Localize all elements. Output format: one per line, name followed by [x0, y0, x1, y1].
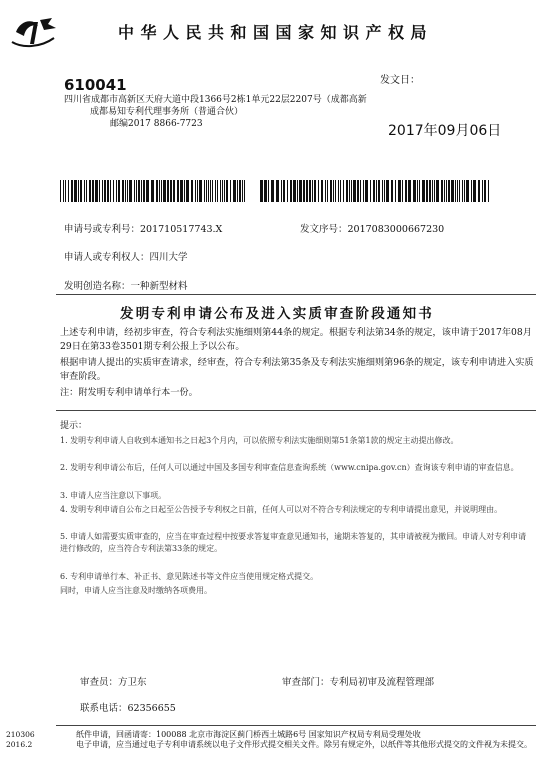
divider-footer [56, 725, 536, 726]
examiner-name: 审查员：方卫东 [80, 677, 147, 688]
notice-title: 发明专利申请公布及进入实质审查阶段通知书 [120, 306, 434, 322]
note-7: 同时，申请人应当注意及时缴纳各项费用。 [60, 586, 212, 595]
notice-paragraph-1: 上述专利申请，经初步审查，符合专利法实施细则第44条的规定。根据专利法第34条的规定，该申请于2017年08月29日在第33卷3501期专利公报上予以公布。 [60, 327, 532, 352]
document-serial-number: 发文序号：2017083000667230 [300, 224, 445, 235]
recipient-address-line3: 邮编2017 8866-7723 [110, 119, 203, 129]
recipient-address-line2: 成都易知专利代理事务所（普通合伙） [90, 107, 244, 117]
note-4: 4. 发明专利申请自公布之日起至公告授予专利权之日前，任何人可以对不符合专利法规定的专利申请提出意见，并说明理由。 [60, 505, 503, 514]
form-version: 2016.2 [6, 740, 33, 749]
cnipa-logo [10, 14, 58, 50]
contact-phone: 联系电话：62356655 [80, 703, 176, 714]
note-3: 3. 申请人应当注意以下事项。 [60, 491, 167, 500]
invention-name: 发明创造名称：一种新型材料 [64, 281, 188, 292]
office-name: 中华人民共和国国家知识产权局 [118, 23, 434, 42]
notice-paragraph-2: 根据申请人提出的实质审查请求，经审查，符合专利法第35条及专利法实施细则第96条的规定，该专利申请进入实质审查阶段。 [60, 357, 534, 382]
note-6: 6. 专利申请单行本、补正书、意见陈述书等文件应当使用规定格式提交。 [60, 572, 319, 581]
recipient-address-line1: 四川省成都市高新区天府大道中段1366号2栋1单元22层2207号（成都高新 [64, 95, 367, 105]
dispatch-date-label: 发文日： [380, 75, 420, 86]
dispatch-date: 2017年09月06日 [388, 123, 502, 139]
footer-note-paper: 纸件申请，回函请寄：100088 北京市海淀区蓟门桥西土城路6号 国家知识产权局专利局受理处收 [76, 730, 421, 739]
divider-middle [56, 410, 536, 411]
form-code: 210306 [6, 730, 35, 739]
examining-department: 审查部门：专利局初审及流程管理部 [282, 677, 435, 688]
note-2: 2. 发明专利申请公布后，任何人可以通过中国及多国专利审查信息查询系统（www.cnipa.gov.cn）查询该专利申请的审查信息。 [60, 463, 519, 472]
notes-heading: 提示： [60, 421, 88, 431]
applicant-name: 申请人或专利权人：四川大学 [64, 252, 188, 263]
note-5: 5. 申请人如需要实质审查的，应当在审查过程中按要求答复审查意见通知书，逾期未答复的，其申请被视为撤回。申请人对专利申请进行修改的，应当符合专利法第33条的规定。 [60, 532, 527, 553]
divider-top [56, 294, 536, 295]
notice-paragraph-3: 注：附发明专利申请单行本一份。 [60, 387, 198, 398]
footer-note-electronic: 电子申请，应当通过电子专利申请系统以电子文件形式提交相关文件。除另有规定外，以纸件等其他形式提交的文件视为未提交。 [76, 740, 532, 749]
application-number: 申请号或专利号：201710517743.X [64, 224, 223, 235]
note-1: 1. 发明专利申请人自收到本通知书之日起3个月内，可以依照专利法实施细则第51条第1款的规定主动提出修改。 [60, 436, 459, 445]
recipient-postcode: 610041 [64, 76, 127, 94]
barcode [60, 180, 490, 202]
